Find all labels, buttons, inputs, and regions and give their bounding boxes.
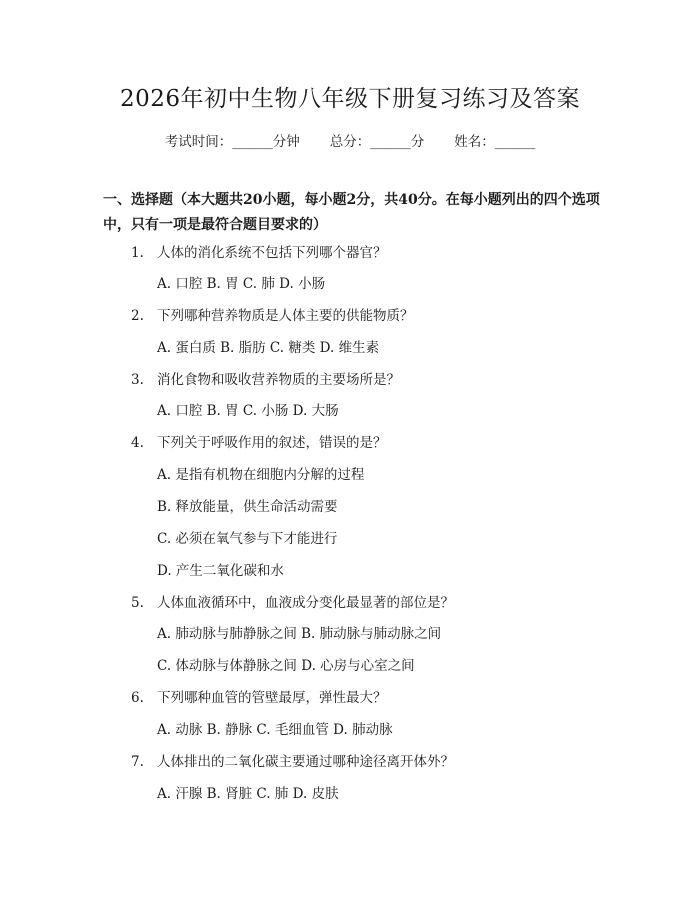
question-options: C. 体动脉与体静脉之间 D. 心房与心室之间 xyxy=(157,658,415,674)
question-number: 4. xyxy=(131,435,144,451)
score-unit: 分 xyxy=(410,134,425,150)
time-unit: 分钟 xyxy=(272,134,300,150)
question-text: 人体血液循环中，血液成分变化最显著的部位是？ xyxy=(157,595,454,611)
question-text: 下列哪种血管的管壁最厚，弹性最大？ xyxy=(157,690,387,706)
question-text: 下列关于呼吸作用的叙述，错误的是？ xyxy=(157,435,387,451)
page-title: 2026年初中生物八年级下册复习练习及答案 xyxy=(119,86,581,112)
score-label: 总分： xyxy=(329,134,371,150)
question-option: A. 是指有机物在细胞内分解的过程 xyxy=(157,467,365,483)
time-blank: ______ xyxy=(232,134,273,150)
question xyxy=(131,593,454,613)
question-options: A. 汗腺 B. 肾脏 C. 肺 D. 皮肤 xyxy=(157,786,339,802)
question-number: 5. xyxy=(131,595,144,611)
question-number: 3. xyxy=(131,372,144,388)
question-options: A. 动脉 B. 静脉 C. 毛细血管 D. 肺动脉 xyxy=(157,722,393,738)
question-number: 7. xyxy=(131,754,144,770)
section-title: 一、选择题（本大题共20小题，每小题2分，共40分。在每小题列出的四个选项中，只有一项是最符合题目要求的） xyxy=(103,192,600,233)
question-option: D. 产生二氧化碳和水 xyxy=(157,563,284,579)
score-blank: ______ xyxy=(370,134,411,150)
question-text: 下列哪种营养物质是人体主要的供能物质？ xyxy=(157,308,414,324)
question-text: 人体的消化系统不包括下列哪个器官？ xyxy=(157,245,387,261)
question-options: A. 蛋白质 B. 脂肪 C. 糖类 D. 维生素 xyxy=(157,340,380,356)
exam-meta-line xyxy=(0,130,700,150)
question-number: 2. xyxy=(131,308,144,324)
name-label: 姓名： xyxy=(454,134,495,150)
question xyxy=(131,433,387,453)
question xyxy=(131,243,387,263)
question-option: C. 必须在氧气参与下才能进行 xyxy=(157,531,338,547)
question-text: 人体排出的二氧化碳主要通过哪种途径离开体外？ xyxy=(157,754,454,770)
question xyxy=(131,752,454,772)
question xyxy=(131,688,387,708)
question-number: 1. xyxy=(131,245,144,261)
question-options: A. 口腔 B. 胃 C. 小肠 D. 大肠 xyxy=(157,403,339,419)
question-options: A. 口腔 B. 胃 C. 肺 D. 小肠 xyxy=(157,276,326,292)
question-options: A. 肺动脉与肺静脉之间 B. 肺动脉与肺动脉之间 xyxy=(157,626,442,642)
time-label: 考试时间： xyxy=(164,134,233,150)
question xyxy=(131,370,400,390)
question xyxy=(131,306,414,326)
question-option: B. 释放能量，供生命活动需要 xyxy=(157,499,338,515)
question-number: 6. xyxy=(131,690,144,706)
name-blank: ______ xyxy=(494,134,536,150)
question-text: 消化食物和吸收营养物质的主要场所是？ xyxy=(157,372,400,388)
